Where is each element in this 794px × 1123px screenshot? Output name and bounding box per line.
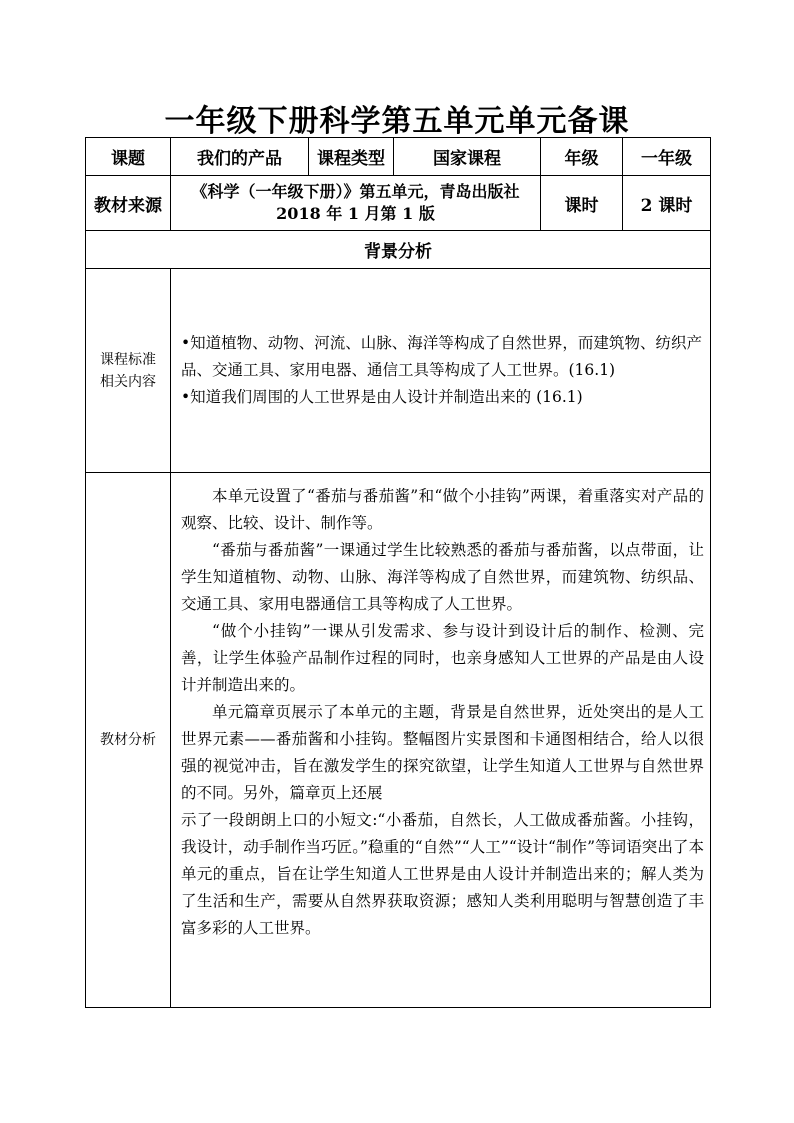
standards-label-line-1: 课程标准 bbox=[100, 351, 156, 368]
standards-row bbox=[86, 269, 711, 473]
analysis-paragraph-4a: 单元篇章页展示了本单元的主题，背景是自然世界，近处突出的是人工世界元素——番茄酱和小挂钩。整幅图片实景图和卡通图相结合，给人以很强的视觉冲击，旨在激发学生的探究欲望，让学生知道人工世界与自然世界的不同。另外，篇章页上还展 bbox=[181, 703, 704, 802]
source-label: 教材来源 bbox=[86, 176, 171, 231]
standards-item-1: •知道植物、动物、河流、山脉、海洋等构成了自然世界，而建筑物、纺织产品、交通工具、家用电器、通信工具等构成了人工世界。(16.1) bbox=[181, 334, 702, 379]
grade-label: 年级 bbox=[541, 138, 623, 176]
page-title: 一年级下册科学第五单元单元备课 bbox=[164, 104, 630, 139]
analysis-paragraph-2: “番茄与番茄酱”一课通过学生比较熟悉的番茄与番茄酱，以点带面，让学生知道植物、动物、山脉、海洋等构成了自然世界，而建筑物、纺织品、交通工具、家用电器通信工具等构成了人工世界。 bbox=[181, 541, 704, 613]
analysis-content bbox=[171, 473, 711, 1008]
standards-label bbox=[86, 269, 171, 473]
analysis-label: 教材分析 bbox=[86, 473, 171, 1008]
source-line-2: 2018 年 1 月第 1 版 bbox=[276, 204, 435, 223]
topic-label: 课题 bbox=[86, 138, 171, 176]
info-row-1 bbox=[86, 138, 711, 176]
course-type-label: 课程类型 bbox=[309, 138, 394, 176]
info-row-2 bbox=[86, 176, 711, 231]
hours-label: 课时 bbox=[541, 176, 623, 231]
standards-item-2: •知道我们周围的人工世界是由人设计并制造出来的 (16.1) bbox=[181, 388, 583, 406]
source-line-1: 《科学（一年级下册）》第五单元，青岛出版社 bbox=[191, 182, 520, 201]
analysis-row bbox=[86, 473, 711, 1008]
hours-value: 2 课时 bbox=[623, 176, 711, 231]
grade-value: 一年级 bbox=[623, 138, 711, 176]
standards-content bbox=[171, 269, 711, 473]
analysis-paragraph-4b: 示了一段朗朗上口的小短文:“小番茄，自然长，人工做成番茄酱。小挂钩，我设计，动手制作当巧匠。”稳重的“自然”“人工”“设计“制作”等词语突出了本单元的重点，旨在让学生知道人工世界是由人设计并制造出来的；解人类为了生活和生产，需要从自然界获取资源；感知人类利用聪明与智慧创造了丰富多彩的人工世界。 bbox=[181, 811, 704, 937]
background-row bbox=[86, 231, 711, 269]
standards-label-line-2: 相关内容 bbox=[100, 373, 156, 390]
analysis-paragraph-1: 本单元设置了“番茄与番茄酱”和“做个小挂钩”两课，着重落实对产品的观察、比较、设计、制作等。 bbox=[181, 487, 704, 532]
lesson-plan-table bbox=[85, 137, 711, 1008]
course-type-value: 国家课程 bbox=[394, 138, 541, 176]
source-value bbox=[171, 176, 541, 231]
topic-value: 我们的产品 bbox=[171, 138, 309, 176]
background-title: 背景分析 bbox=[86, 231, 711, 269]
analysis-paragraph-3: “做个小挂钩”一课从引发需求、参与设计到设计后的制作、检测、完善，让学生体验产品制作过程的同时，也亲身感知人工世界的产品是由人设计并制造出来的。 bbox=[181, 622, 704, 694]
